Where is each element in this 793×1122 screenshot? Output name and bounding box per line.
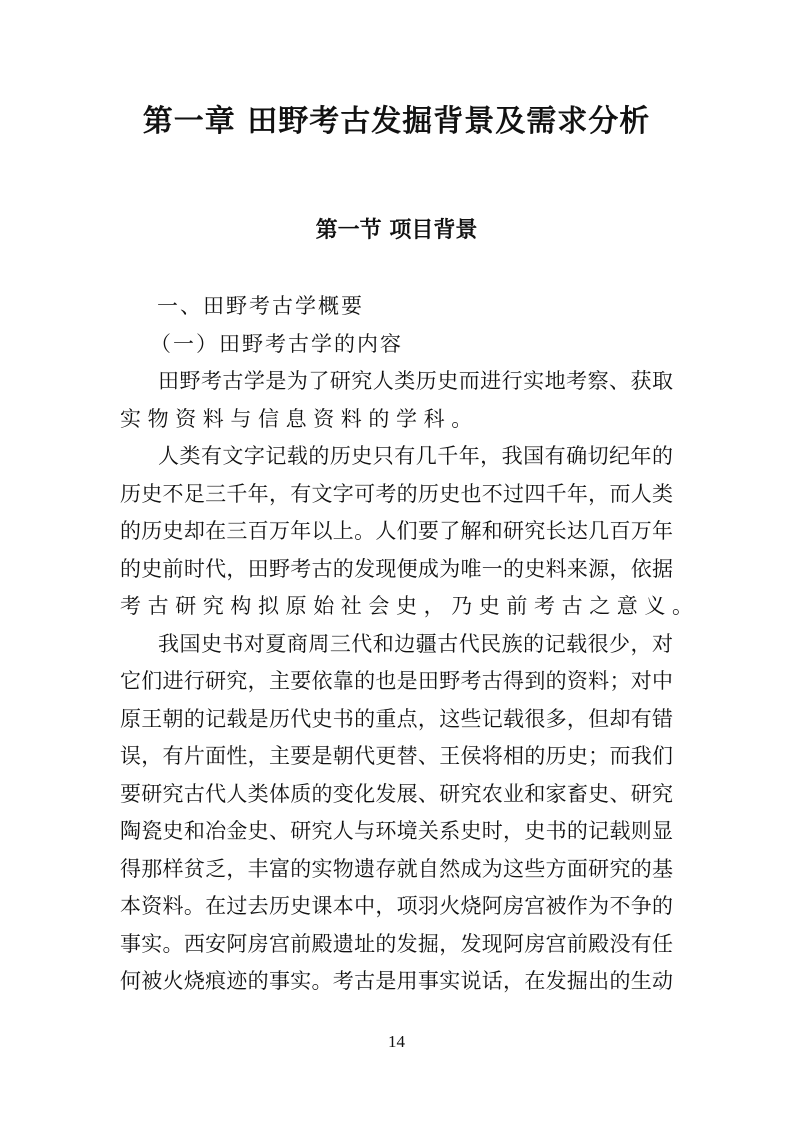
paragraph-line: 本资料。在过去历史课本中，项羽火烧阿房宫被作为不争的 bbox=[120, 894, 673, 918]
paragraph-line: 考古研究构拟原始社会史，乃史前考古之意义。 bbox=[120, 594, 700, 618]
heading-level-2: （一）田野考古学的内容 bbox=[150, 331, 403, 356]
paragraph bbox=[120, 363, 673, 438]
paragraph-line: 实物资料与信息资料的学科。 bbox=[120, 406, 479, 431]
paragraph-line: 的历史却在三百万年以上。人们要了解和研究长达几百万年 bbox=[120, 519, 673, 543]
paragraph-line: 要研究古代人类体质的变化发展、研究农业和家畜史、研究 bbox=[120, 781, 673, 806]
document-body bbox=[120, 288, 700, 1001]
paragraph bbox=[120, 626, 673, 1001]
heading-level-1: 一、田野考古学概要 bbox=[157, 294, 364, 318]
paragraph-line: 何被火烧痕迹的事实。考古是用事实说话，在发掘出的生动 bbox=[120, 969, 673, 993]
paragraph-line: 误，有片面性，主要是朝代更替、王侯将相的历史；而我们 bbox=[120, 744, 673, 768]
paragraph-line: 它们进行研究，主要依靠的也是田野考古得到的资料；对中 bbox=[120, 669, 673, 693]
paragraph-line: 我国史书对夏商周三代和边疆古代民族的记载很少，对 bbox=[158, 631, 673, 656]
chapter-title: 第一章 田野考古发掘背景及需求分析 bbox=[142, 104, 651, 139]
paragraph-line: 历史不足三千年，有文字可考的历史也不过四千年，而人类 bbox=[120, 481, 673, 506]
page-number: 14 bbox=[388, 1032, 405, 1051]
paragraph-line: 得那样贫乏，丰富的实物遗存就自然成为这些方面研究的基 bbox=[120, 856, 673, 881]
paragraph bbox=[120, 438, 700, 626]
paragraphs bbox=[120, 363, 700, 1001]
paragraph-line: 原王朝的记载是历代史书的重点，这些记载很多，但却有错 bbox=[120, 706, 673, 731]
paragraph-line: 田野考古学是为了研究人类历史而进行实地考察、获取 bbox=[158, 369, 673, 393]
section-title: 第一节 项目背景 bbox=[315, 217, 478, 243]
paragraph-line: 事实。西安阿房宫前殿遗址的发掘，发现阿房宫前殿没有任 bbox=[120, 931, 673, 956]
paragraph-line: 陶瓷史和冶金史、研究人与环境关系史时，史书的记载则显 bbox=[120, 819, 673, 843]
paragraph-line: 的史前时代，田野考古的发现便成为唯一的史料来源，依据 bbox=[120, 556, 673, 581]
paragraph-line: 人类有文字记载的历史只有几千年，我国有确切纪年的 bbox=[158, 444, 673, 468]
